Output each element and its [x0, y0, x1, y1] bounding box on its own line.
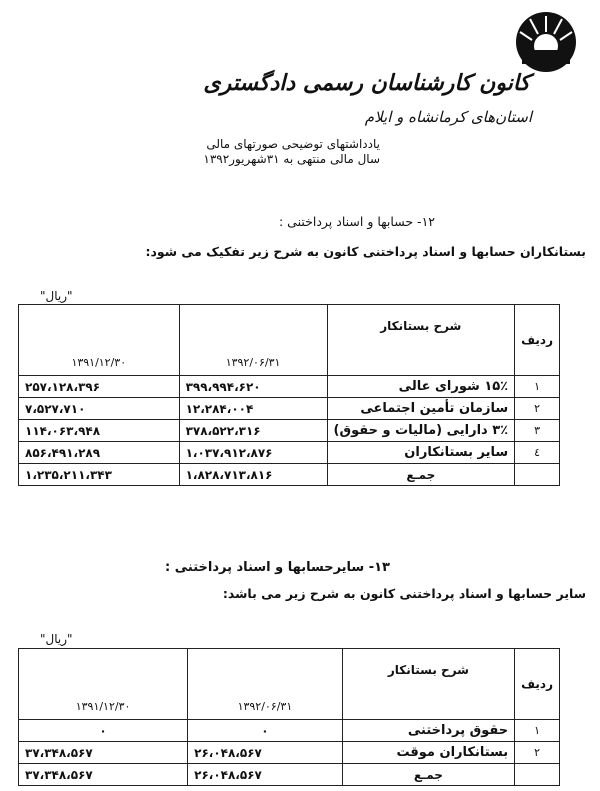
- column-header-description: شرح بستانکار: [327, 305, 515, 376]
- row-description: ۱۵٪ شورای عالی: [327, 376, 515, 398]
- table-row: [19, 720, 560, 742]
- organization-name: کانون کارشناسان رسمی دادگستری: [203, 70, 530, 96]
- row-previous-value: ۳۷،۳۴۸،۵۶۷: [19, 742, 188, 764]
- table-row: [19, 398, 560, 420]
- column-header-index: ردیف: [515, 649, 560, 720]
- row-previous-value: ۲۵۷،۱۲۸،۳۹۶: [19, 376, 180, 398]
- table-header-row: [19, 649, 560, 720]
- row-description: سازمان تأمین اجتماعی: [327, 398, 515, 420]
- total-label: جمـع: [342, 764, 514, 786]
- section-12-table: [18, 304, 560, 486]
- total-row: [19, 464, 560, 486]
- row-index: ٤: [515, 442, 560, 464]
- row-index: ۲: [515, 398, 560, 420]
- section-12-heading: ۱۲- حسابها و اسناد پرداختنی :: [279, 214, 435, 229]
- row-current-value: ۳۷۸،۵۲۲،۳۱۶: [179, 420, 327, 442]
- row-description: ۳٪ دارایی (مالیات و حقوق): [327, 420, 515, 442]
- row-description: بستانکاران موقت: [342, 742, 514, 764]
- row-current-value: ۱۲،۲۸۴،۰۰۴: [179, 398, 327, 420]
- row-previous-value: ۸۵۶،۴۹۱،۲۸۹: [19, 442, 180, 464]
- row-index: ۲: [515, 742, 560, 764]
- report-title: یادداشتهای توضیحی صورتهای مالی: [206, 137, 380, 151]
- section-13-unit-label: "ریال": [40, 632, 73, 646]
- section-13-table: [18, 648, 560, 786]
- row-current-value: ۱،۰۳۷،۹۱۲،۸۷۶: [179, 442, 327, 464]
- row-current-value: ۲۶،۰۴۸،۵۶۷: [188, 742, 343, 764]
- column-header-index: ردیف: [515, 305, 560, 376]
- total-previous-value: ۱،۲۳۵،۲۱۱،۳۴۳: [19, 464, 180, 486]
- column-header-current: ۱۳۹۲/۰۶/۳۱: [179, 305, 327, 376]
- table-row: [19, 420, 560, 442]
- table-row: [19, 742, 560, 764]
- section-13-heading: ۱۳- سایرحسابها و اسناد پرداختنی :: [165, 560, 390, 575]
- column-header-current: ۱۳۹۲/۰۶/۳۱: [188, 649, 343, 720]
- section-12-description: بستانکاران حسابها و اسناد پرداختنی کانون به شرح زیر تفکیک می شود:: [145, 244, 586, 259]
- column-header-previous: ۱۳۹۱/۱۲/۳۰: [19, 649, 188, 720]
- total-current-value: ۲۶،۰۴۸،۵۶۷: [188, 764, 343, 786]
- row-previous-value: ۱۱۴،۰۶۳،۹۴۸: [19, 420, 180, 442]
- report-period: سال مالی منتهی به ۳۱شهریور۱۳۹۲: [203, 152, 380, 166]
- row-index: ۱: [515, 376, 560, 398]
- organization-seal-logo: [514, 10, 578, 74]
- total-previous-value: ۳۷،۳۴۸،۵۶۷: [19, 764, 188, 786]
- table-row: [19, 376, 560, 398]
- row-description: سایر بستانکاران: [327, 442, 515, 464]
- row-previous-value: ۷،۵۲۷،۷۱۰: [19, 398, 180, 420]
- total-current-value: ۱،۸۲۸،۷۱۳،۸۱۶: [179, 464, 327, 486]
- organization-subtitle: استان‌های کرمانشاه و ایلام: [364, 108, 532, 126]
- table-row: [19, 442, 560, 464]
- total-row: [19, 764, 560, 786]
- row-current-value: ۳۹۹،۹۹۴،۶۲۰: [179, 376, 327, 398]
- row-index: ۱: [515, 720, 560, 742]
- total-label: جمـع: [327, 464, 515, 486]
- column-header-description: شرح بستانکار: [342, 649, 514, 720]
- row-previous-value: ۰: [19, 720, 188, 742]
- section-13-description: سایر حسابها و اسناد پرداختنی کانون به شرح زیر می باشد:: [222, 586, 586, 601]
- row-description: حقوق پرداختنی: [342, 720, 514, 742]
- section-12-unit-label: "ریال": [40, 289, 73, 303]
- column-header-previous: ۱۳۹۱/۱۲/۳۰: [19, 305, 180, 376]
- table-header-row: [19, 305, 560, 376]
- row-index: ۳: [515, 420, 560, 442]
- row-current-value: ۰: [188, 720, 343, 742]
